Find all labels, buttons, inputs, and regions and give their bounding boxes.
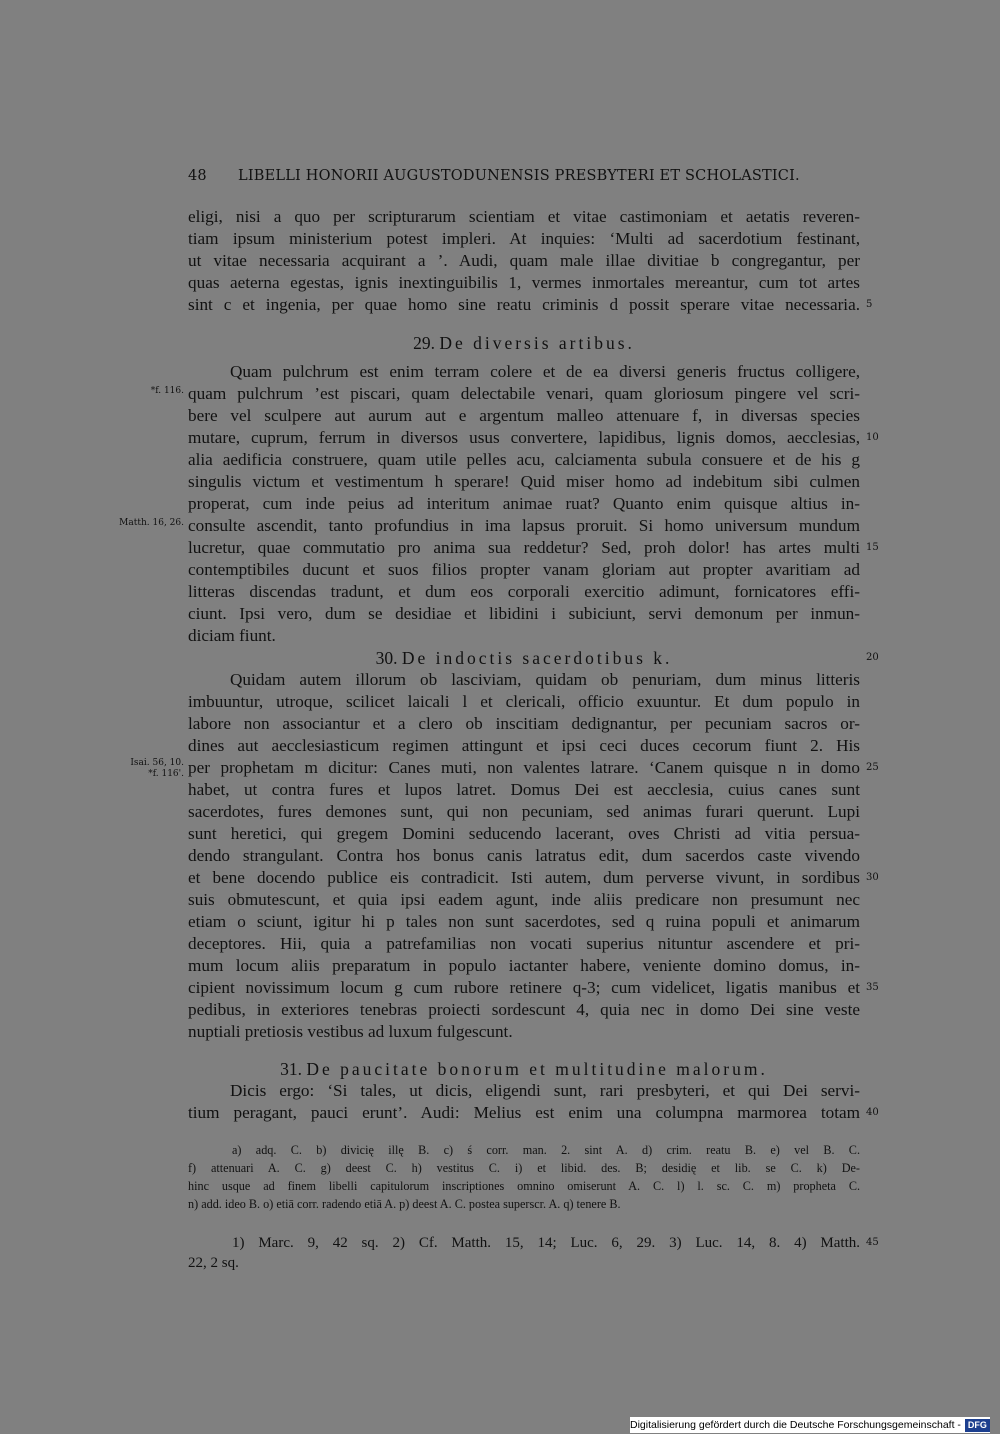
- line-number: 15: [866, 542, 879, 553]
- section-heading-31: [188, 1058, 860, 1080]
- heading-number: 31.: [280, 1059, 302, 1079]
- reference-line: 1) Marc. 9, 42 sq. 2) Cf. Matth. 15, 14; Luc. 6, 29. 3) Luc. 14, 8. 4) Matth.: [232, 1235, 860, 1251]
- text-line: mum locum aliis preparatum in populo iactanter habere, veniente domino domus, in-: [188, 956, 860, 975]
- text-line: Quidam autem illorum ob lasciviam, quidam ob penuriam, dum minus litteris: [230, 670, 860, 689]
- text-line: litteras discendas tradunt, et dum eos corporali exercitio adimunt, fornicatores effi-: [188, 582, 860, 601]
- dfg-logo: DFG: [965, 1419, 990, 1432]
- text-line: ciunt. Ipsi vero, dum se desidiae et libidini i subiciunt, servi demonum per inmun-: [188, 604, 860, 623]
- text-line: tium peragant, pauci erunt’. Audi: Melius est enim una columpna marmorea totam: [188, 1103, 860, 1122]
- text-line: diciam fiunt.: [188, 626, 276, 645]
- text-line: eligi, nisi a quo per scripturarum scientiam et vitae castimoniam et aetatis reveren-: [188, 207, 860, 226]
- text-line: properat, cum inde peius ad interitum animae ruat? Quanto enim quisque altius in-: [188, 494, 860, 513]
- text-line: singulis victum et vestimentum h sperare! Quid miser homo ad indebitum sibi culmen: [188, 472, 860, 491]
- text-line: nuptiali pretiosis vestibus ad luxum fulgescunt.: [188, 1022, 513, 1041]
- text-line: consulte ascendit, tanto profundius in ima lapsus proruit. Si homo universum mundum: [188, 516, 860, 535]
- margin-note: *f. 116.: [150, 386, 184, 396]
- text-line: alia aedificia construere, quam utile pelles acu, calciamenta subula consuere et de his g: [188, 450, 860, 469]
- margin-note: Matth. 16, 26.: [119, 518, 184, 528]
- heading-number: 29.: [413, 333, 435, 353]
- margin-note: Isai. 56, 10.: [130, 758, 184, 768]
- text-line: contemptibiles ducunt et suos filios propter vanam gloriam aut propter avaritiam ad: [188, 560, 860, 579]
- apparatus-line: hinc usque ad finem libelli capitulorum inscriptiones omnino omiserunt A. C. l) l. sc. C. m) propheta C.: [188, 1179, 860, 1193]
- heading-number: 30.: [375, 648, 398, 668]
- heading-title: De paucitate bonorum et multitudine malorum.: [306, 1059, 768, 1079]
- line-number: 40: [866, 1107, 879, 1118]
- reference-line: 22, 2 sq.: [188, 1255, 239, 1271]
- text-line: ut vitae necessaria acquirant a ’. Audi, quam male illae divitiae b congregantur, per: [188, 251, 860, 270]
- text-line: cipient novissimum locum g cum rubore retinere q-3; cum videlicet, ligatis manibus et: [188, 978, 860, 997]
- line-number: 30: [866, 872, 879, 883]
- section-heading-29: [188, 332, 860, 354]
- text-line: quas aeterna egestas, ignis inextinguibilis 1, vermes inmortales mereantur, cum tot artes: [188, 273, 860, 292]
- running-title: LIBELLI HONORII AUGUSTODUNENSIS PRESBYTERI ET SCHOLASTICI.: [238, 168, 800, 184]
- text-line: pedibus, in exteriores tenebras proiecti sordescunt 4, quia nec in domo Dei sine veste: [188, 1000, 860, 1019]
- text-line: sunt heretici, qui gregem Domini seducendo lacerant, oves Christi ad vitia persua-: [188, 824, 860, 843]
- text-line: et bene docendo publice eis contradicit. Isti autem, dum perverse vivunt, in sordibus: [188, 868, 860, 887]
- text-line: imbuuntur, utroque, scilicet laicali l et clericali, officio exuuntur. Et dum populo in: [188, 692, 860, 711]
- text-line: per prophetam m dicitur: Canes muti, non valentes latrare. ‘Canem quisque n in domo: [188, 758, 860, 777]
- page-number: 48: [188, 168, 207, 184]
- text-line: etiam o sciunt, igitur hi p tales non sunt sacerdotes, sed q ruina populi et animarum: [188, 912, 860, 931]
- line-number: 5: [866, 299, 873, 310]
- text-line: bere vel sculpere aut aurum aut e argentum malleo attenuare f, in diversas species: [188, 406, 860, 425]
- line-number: 35: [866, 982, 879, 993]
- text-line: sacerdotes, fures demones sunt, qui non pecuniam, sed animas furari querunt. Lupi: [188, 802, 860, 821]
- text-line: Quam pulchrum est enim terram colere et de ea diversi generis fructus colligere,: [230, 362, 860, 381]
- line-number: 25: [866, 762, 879, 773]
- heading-title: De indoctis sacerdotibus k.: [401, 648, 673, 668]
- section-heading-30: [188, 647, 860, 669]
- text-line: lucretur, quae commutatio pro anima sua reddetur? Sed, proh dolor! has artes multi: [188, 538, 860, 557]
- apparatus-line: f) attenuari A. C. g) deest C. h) vestitus C. i) et libid. des. B; desidię et lib. se C. k) De-: [188, 1161, 860, 1175]
- text-line: dendo strangulant. Contra hos bonus canis latratus edit, dum sacerdos caste vivendo: [188, 846, 860, 865]
- text-line: sint c et ingenia, per quae homo sine reatu criminis d possit sperare vitae necessaria.: [188, 295, 860, 314]
- running-header: [188, 168, 838, 184]
- line-number: 10: [866, 432, 879, 443]
- text-line: deceptores. Hii, quia a patrefamilias non vocati superius nituntur ascendere et pri-: [188, 934, 860, 953]
- text-line: tiam ipsum ministerium potest impleri. At inquies: ‘Multi ad sacerdotium festinant,: [188, 229, 860, 248]
- line-number: 20: [866, 652, 879, 663]
- text-line: Dicis ergo: ‘Si tales, ut dicis, eligendi sunt, rari presbyteri, et qui Dei servi-: [230, 1081, 860, 1100]
- text-line: dines aut aecclesiasticum regimen attingunt et ipsi ceci duces cecorum fiunt 2. His: [188, 736, 860, 755]
- digitization-footer: [630, 1417, 990, 1433]
- text-line: habet, ut contra fures et lupos latret. Domus Dei est aecclesia, cuius canes sunt: [188, 780, 860, 799]
- heading-title: De diversis artibus.: [439, 333, 635, 353]
- text-line: labore non associantur et a clero ob inscitiam dedignantur, per pecuniam sacros or-: [188, 714, 860, 733]
- footer-text: Digitalisierung gefördert durch die Deutsche Forschungsgemeinschaft -: [630, 1419, 961, 1431]
- text-line: mutare, cuprum, ferrum in diversos usus convertere, lapidibus, lignis domos, aecclesias,: [188, 428, 860, 447]
- text-line: suis obmutescunt, et quia ipsi eadem agunt, inde aliis predicare non presumunt nec: [188, 890, 860, 909]
- apparatus-line: a) adq. C. b) divicię illę B. c) ś corr. man. 2. sint A. d) crim. reatu B. e) vel B. C.: [232, 1143, 860, 1157]
- text-line: quam pulchrum ’est piscari, quam delectabile venari, quam gloriosum pingere vel scri-: [188, 384, 860, 403]
- apparatus-line: n) add. ideo B. o) etiā corr. radendo etiā A. p) deest A. C. postea superscr. A. q) tenere B.: [188, 1197, 621, 1211]
- line-number: 45: [866, 1237, 879, 1248]
- margin-note: *f. 116'.: [148, 769, 184, 779]
